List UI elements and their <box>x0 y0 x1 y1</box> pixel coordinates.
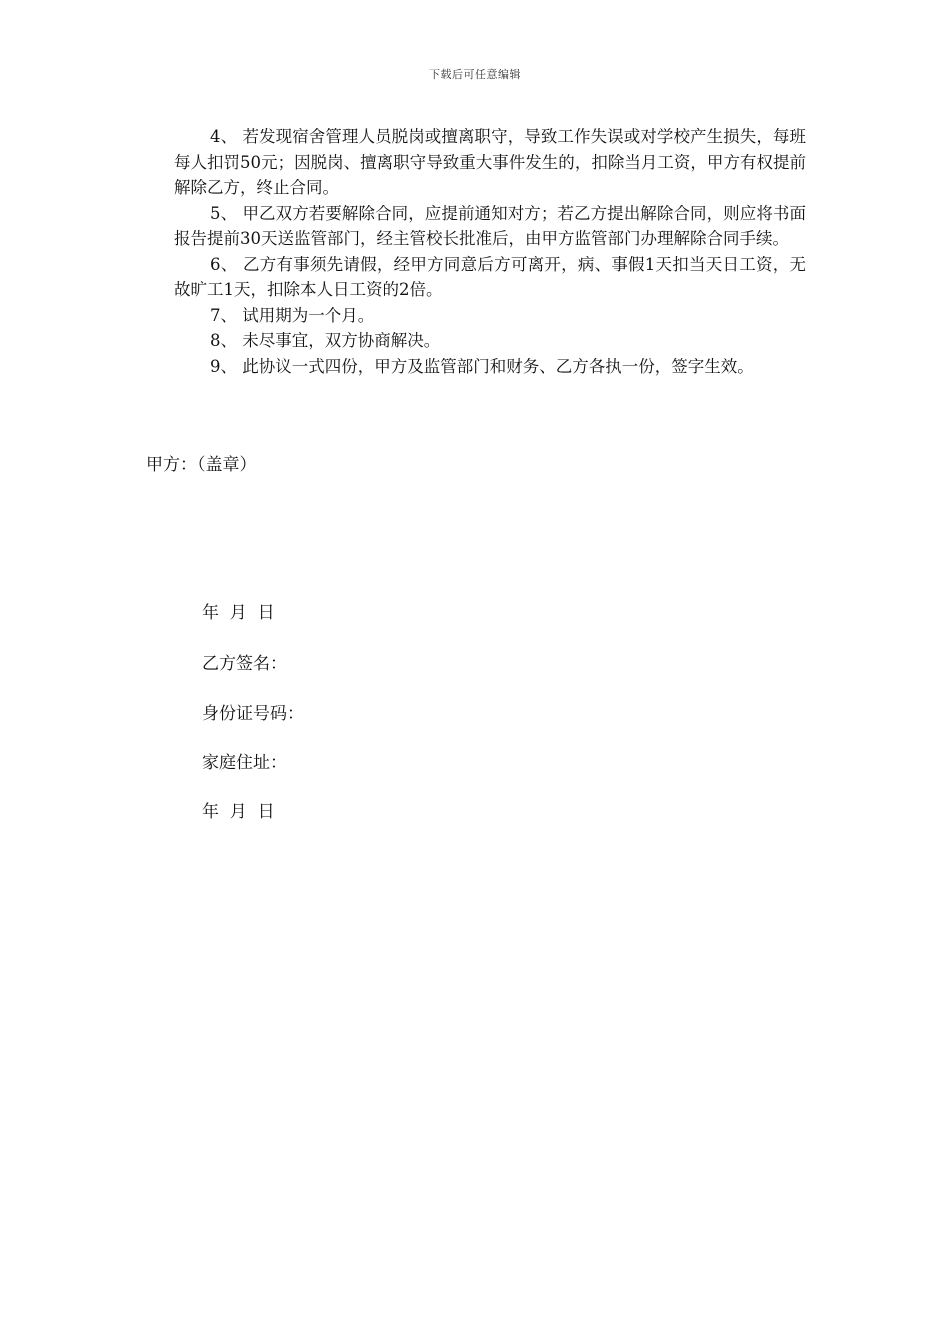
party-b-date: 年 月 日 <box>202 802 275 822</box>
page-header: 下载后可任意编辑 <box>429 68 521 81</box>
id-number-label: 身份证号码： <box>202 704 304 724</box>
clause-7: 7、 试用期为一个月。 <box>210 305 375 325</box>
clause-5: 5、 甲乙双方若要解除合同，应提前通知对方；若乙方提出解除合同，则应将书面报告提前30天送监管部门，经主管校长批准后，由甲方监管部门办理解除合同手续。 <box>174 203 806 248</box>
clause-4: 4、 若发现宿舍管理人员脱岗或擅离职守，导致工作失误或对学校产生损失，每班每人扣罚50元；因脱岗、擅离职守导致重大事件发生的，扣除当月工资，甲方有权提前解除乙方，终止合同。 <box>174 127 806 197</box>
home-address-label: 家庭住址： <box>202 753 287 773</box>
clause-9: 9、 此协议一式四份，甲方及监管部门和财务、乙方各执一份，签字生效。 <box>210 356 754 376</box>
contract-clauses <box>174 124 806 379</box>
party-a-seal-label: 甲方：（盖章） <box>146 455 257 475</box>
party-a-date: 年 月 日 <box>202 603 275 623</box>
clause-6: 6、 乙方有事须先请假，经甲方同意后方可离开，病、事假1天扣当天日工资，无故旷工1天，扣除本人日工资的2倍。 <box>174 254 806 299</box>
clause-8: 8、 未尽事宜，双方协商解决。 <box>210 331 441 350</box>
party-b-signature-label: 乙方签名： <box>202 654 287 674</box>
